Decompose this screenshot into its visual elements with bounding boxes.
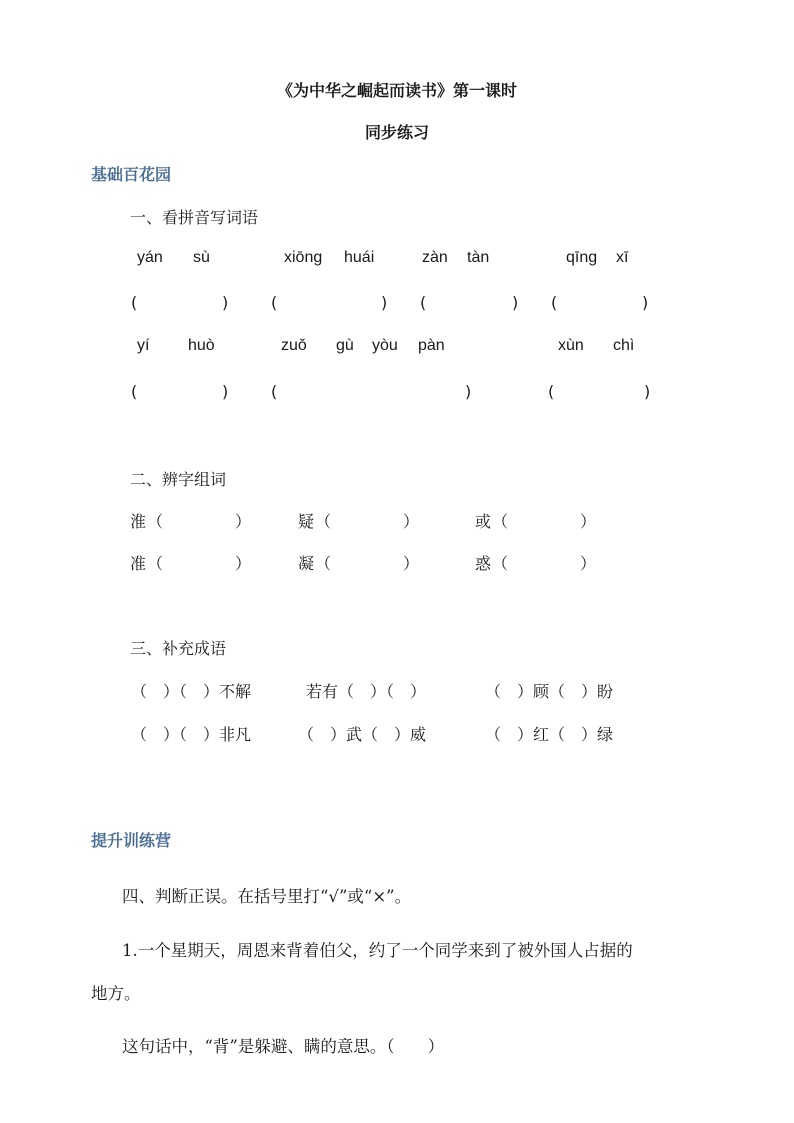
answer-blank-close: ） xyxy=(403,554,420,573)
answer-blank-close: ） xyxy=(580,554,597,573)
answer-blank-open: （ xyxy=(315,512,332,531)
question-3-title: 三、补充成语 xyxy=(130,639,227,658)
answer-blank-open: （ xyxy=(147,554,164,573)
idiom-item: （ ）顾（ ）盼 xyxy=(485,682,614,701)
idiom-item: 若有（ ）（ ） xyxy=(306,682,427,701)
document-subtitle: 同步练习 xyxy=(364,123,429,142)
pinyin: xī xyxy=(616,249,629,266)
pinyin: chì xyxy=(613,337,635,354)
answer-blank-close: ) xyxy=(642,293,649,312)
pinyin: gù xyxy=(336,337,354,354)
answer-blank-close: ） xyxy=(580,512,597,531)
answer-blank-open: （ xyxy=(492,512,509,531)
question-2-title: 二、辨字组词 xyxy=(130,470,227,489)
answer-blank-open: ( xyxy=(420,293,427,312)
answer-blank-close: ) xyxy=(222,293,229,312)
answer-blank-open: ( xyxy=(548,382,555,401)
section-heading-basics: 基础百花园 xyxy=(91,165,172,184)
document-title: 《为中华之崛起而读书》第一课时 xyxy=(276,81,517,100)
answer-blank-close: ) xyxy=(222,382,229,401)
char-prompt: 惑 xyxy=(475,554,492,573)
answer-blank-open: ( xyxy=(271,382,278,401)
question-4-item-1-text: 1.一个星期天，周恩来背着伯父，约了一个同学来到了被外国人占据的 xyxy=(122,941,633,960)
char-prompt: 凝 xyxy=(298,554,315,573)
answer-blank-open: （ xyxy=(492,554,509,573)
answer-blank-close: ) xyxy=(512,293,519,312)
pinyin: xiōng xyxy=(284,249,323,266)
pinyin: qīng xyxy=(566,249,598,266)
char-prompt: 准 xyxy=(130,554,147,573)
answer-blank-close: ） xyxy=(403,512,420,531)
answer-blank-close: ） xyxy=(235,512,252,531)
pinyin: huái xyxy=(344,249,375,266)
char-prompt: 疑 xyxy=(298,512,315,531)
section-heading-advanced: 提升训练营 xyxy=(91,831,172,850)
pinyin: zuǒ xyxy=(281,337,307,354)
answer-blank-close: ) xyxy=(644,382,651,401)
char-prompt: 或 xyxy=(475,512,492,531)
answer-blank-open: ( xyxy=(271,293,278,312)
answer-blank-open: （ xyxy=(315,554,332,573)
pinyin: sù xyxy=(193,249,210,266)
pinyin: pàn xyxy=(418,337,445,354)
answer-blank-open: （ xyxy=(147,512,164,531)
answer-blank-open: ( xyxy=(551,293,558,312)
question-4-item-1-prompt: 这句话中，“背”是躲避、瞒的意思。（ ） xyxy=(122,1037,445,1056)
pinyin: tàn xyxy=(467,249,490,266)
idiom-item: （ ）（ ）不解 xyxy=(131,682,252,701)
answer-blank-close: ) xyxy=(465,382,472,401)
char-prompt: 淮 xyxy=(130,512,147,531)
pinyin: huò xyxy=(188,337,215,354)
question-1-title: 一、看拼音写词语 xyxy=(130,208,259,227)
answer-blank-close: ) xyxy=(381,293,388,312)
answer-blank-open: ( xyxy=(131,293,138,312)
pinyin: yí xyxy=(137,337,150,354)
idiom-item: （ ）（ ）非凡 xyxy=(131,725,252,744)
idiom-item: （ ）武（ ）威 xyxy=(298,725,427,744)
answer-blank-open: ( xyxy=(131,382,138,401)
pinyin: yòu xyxy=(372,337,398,354)
answer-blank-close: ） xyxy=(235,554,252,573)
pinyin: xùn xyxy=(558,337,584,354)
pinyin: yán xyxy=(137,249,163,266)
question-4-item-1-text-cont: 地方。 xyxy=(91,984,141,1003)
question-4-title: 四、判断正误。在括号里打“√”或“×”。 xyxy=(122,887,412,906)
idiom-item: （ ）红（ ）绿 xyxy=(485,725,614,744)
pinyin: zàn xyxy=(422,249,448,266)
